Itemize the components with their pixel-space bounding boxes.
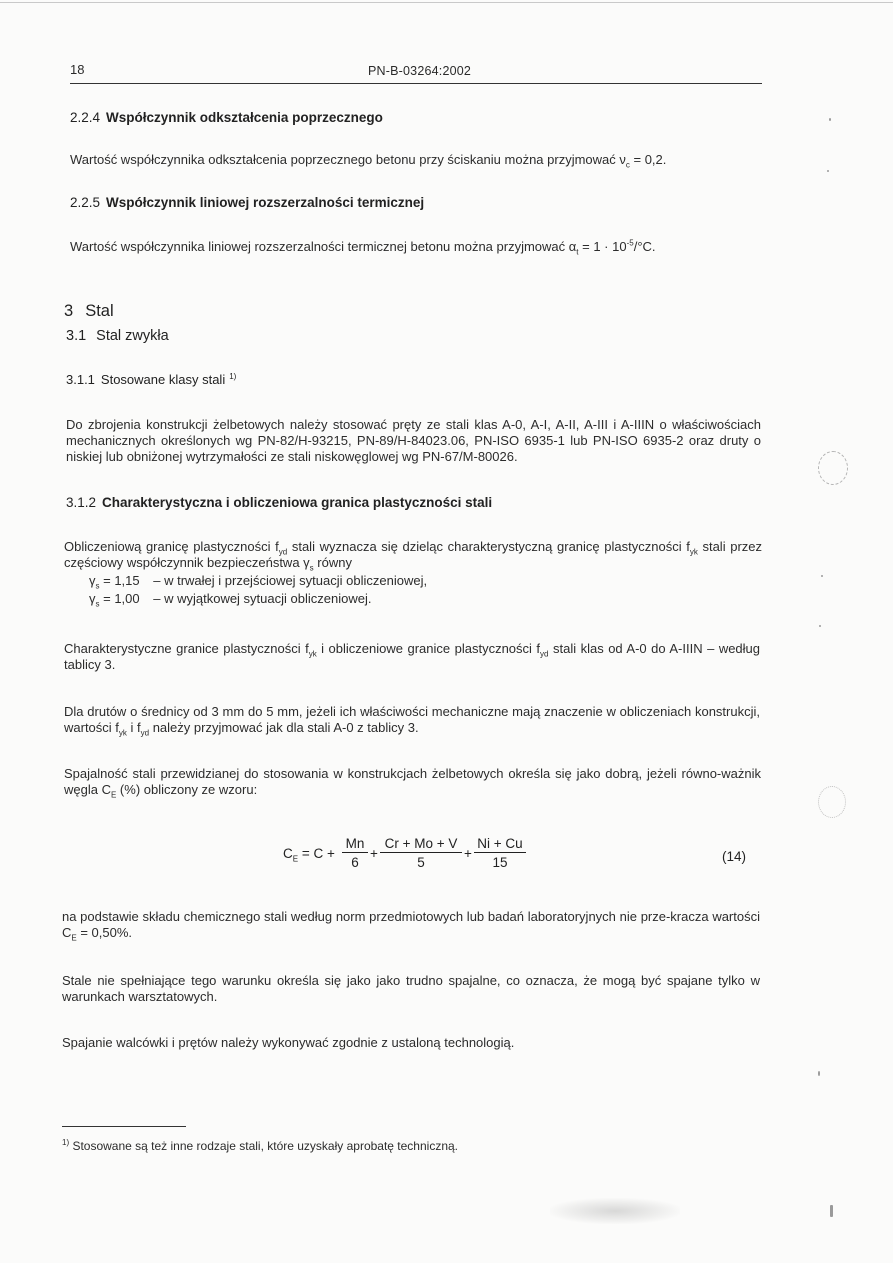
section-heading-3-1: 3.1 Stal zwykła: [66, 328, 169, 344]
scan-speck: [821, 575, 823, 577]
section-heading-3-1-2: 3.1.2 Charakterystyczna i obliczeniowa granica plastyczności stali: [66, 495, 493, 510]
scan-noise-blot: [550, 1198, 680, 1224]
scan-smudge-mark: [818, 786, 846, 818]
formula-fraction-ni-cu: Ni + Cu 15: [474, 836, 526, 870]
scan-speck: [829, 118, 831, 121]
scan-speck: [818, 1071, 820, 1076]
scan-speck: [819, 625, 821, 627]
footnote: $^{1)}$ Stosowane są też inne rodzaje stali, które uzyskały aprobatę techniczną.: [62, 1138, 459, 1153]
formula-plus-1: +: [370, 846, 378, 861]
paragraph-wires: Dla drutów o średnicy od 3 mm do 5 mm, jeżeli ich właściwości mechaniczne mają znaczenie w obliczeniach konstrukcji, wartości $f_{yk}$ i $f_{yd}$ należy przyjmować jak dla stali A-0 z tablicy 3.: [64, 704, 760, 738]
section-heading-3-1-1: 3.1.1 Stosowane klasy stali $^{1)}$: [66, 371, 237, 387]
scan-speck: [830, 1205, 833, 1217]
paragraph-steel-classes: Do zbrojenia konstrukcji żelbetowych należy stosować pręty ze stali klas A-0, A-I, A-II, A-III i A-IIIN o właściwościach mechanicznych określonych wg PN-82/H-93215, PN-89/H-84023.06, PN-ISO 6935-1 lub PN-ISO 6935-2 oraz druty o niskiej lub obniżonej wytrzymałości ze stali niskowęglowej wg PN-67/M-80026.: [66, 417, 761, 464]
paragraph-poor-weldability: Stale nie spełniające tego warunku określa się jako jako trudno spajalne, co oznacza, że mogą być spajane tylko w warunkach warsztatowych.: [62, 973, 760, 1004]
scan-punch-hole-mark: [818, 451, 848, 485]
formula-fraction-mn: Mn 6: [342, 836, 368, 870]
header-rule: [70, 83, 762, 84]
section-heading-2-2-4: 2.2.4 Współczynnik odkształcenia poprzecznego: [70, 110, 383, 125]
footnote-rule: [62, 1126, 186, 1127]
paragraph-weldability: Spajalność stali przewidzianej do stosowania w konstrukcjach żelbetowych określa się jako dobrą, jeżeli równo-ważnik węgla $C_E$ (%) obliczony ze wzoru:: [64, 766, 761, 800]
standard-id: PN-B-03264:2002: [368, 64, 472, 78]
formula-lhs: $C_E = C$ +: [283, 846, 335, 864]
scan-speck: [827, 170, 829, 172]
gamma-row-persistent: $\gamma_s = 1,15 - w$ trwałej i przejściowej sytuacji obliczeniowej,: [89, 573, 428, 591]
formula-number: (14): [722, 849, 747, 864]
paragraph-ce-limit: na podstawie składu chemicznego stali według norm przedmiotowych lub badań laboratoryjnych nie prze-kracza wartości $C_E = 0,50\%$.: [62, 909, 760, 943]
paragraph-poisson: Wartość współczynnika odkształcenia poprzecznego betonu przy ściskaniu można przyjmować $\nu_c = 0,2$.: [70, 152, 667, 170]
scan-top-edge: [0, 2, 893, 3]
formula-fraction-cr-mo-v: Cr + Mo + V 5: [380, 836, 462, 870]
paragraph-thermal: Wartość współczynnika liniowej rozszerzalności termicznej betonu można przyjmować $\alpha_t = 1 \cdot 10^{-5}/^\circ C$.: [70, 238, 656, 257]
chapter-heading-3: 3 Stal: [64, 302, 114, 320]
page-number: 18: [70, 62, 85, 77]
paragraph-design-yield: Obliczeniową granicę plastyczności $f_{yd}$ stali wyznacza się dzieląc charakterystyczną granicę plastyczności $f_{yk}$ stali przez częściowy współczynnik bezpieczeństwa $\gamma_s$ równy: [64, 539, 763, 573]
paragraph-characteristic-yield: Charakterystyczne granice plastyczności $f_{yk}$ i obliczeniowe granice plastyczności $f_{yd}$ stali klas od A-0 do A-IIIN – według tablicy 3.: [64, 641, 761, 672]
formula-plus-2: +: [464, 846, 472, 861]
gamma-row-accidental: $\gamma_s = 1,00 - w$ wyjątkowej sytuacji obliczeniowej.: [89, 591, 372, 609]
paragraph-welding-technology: Spajanie walcówki i prętów należy wykonywać zgodnie z ustaloną technologią.: [62, 1035, 515, 1050]
section-heading-2-2-5: 2.2.5 Współczynnik liniowej rozszerzalności termicznej: [70, 195, 425, 210]
